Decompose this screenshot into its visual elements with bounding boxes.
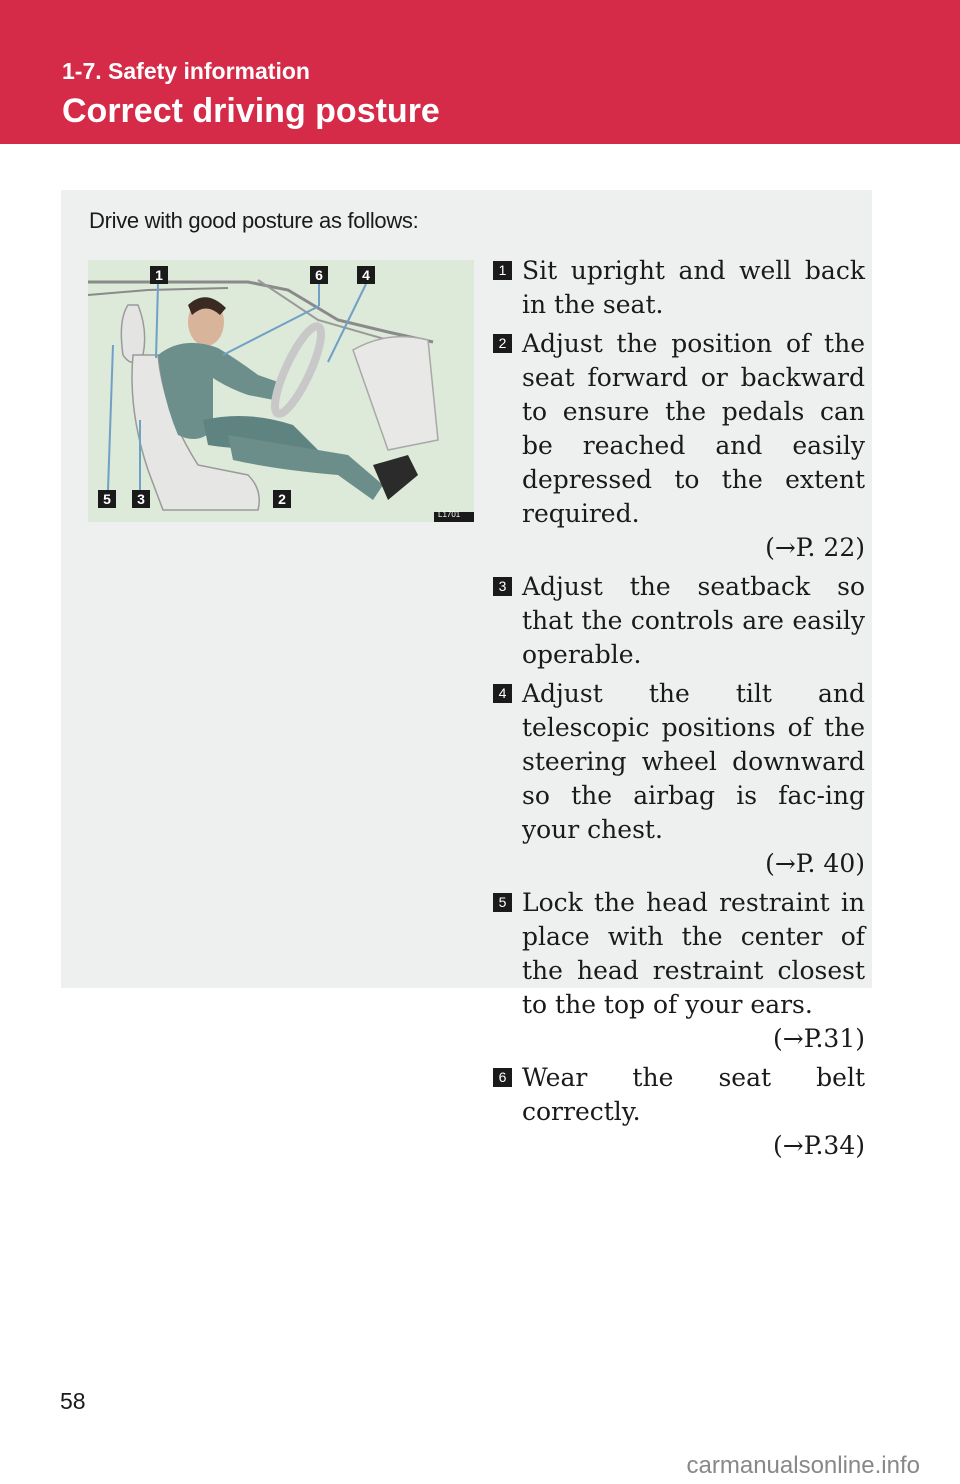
figure-code: L1701 [438, 510, 461, 519]
page-reference: (→P.34) [773, 1131, 865, 1160]
step-text: Wear the seat belt correctly. [522, 1063, 865, 1126]
page-title: Correct driving posture [62, 92, 440, 130]
driving-posture-illustration [88, 260, 474, 522]
intro-text: Drive with good posture as follows: [89, 208, 419, 233]
step-text: Adjust the position of the seat forward or backward to ensure the pedals can be reached and easily depressed to the extent required. [522, 329, 865, 528]
list-item [493, 254, 865, 322]
list-item [493, 886, 865, 1056]
page-reference: (→P.31) [773, 1024, 865, 1053]
posture-steps-list [493, 254, 865, 1168]
step-number-badge: 5 [493, 893, 512, 912]
svg-text:2: 2 [278, 491, 286, 507]
footer-url: carmanualsonline.info [686, 1452, 920, 1479]
svg-text:6: 6 [315, 267, 323, 283]
step-number-badge: 4 [493, 684, 512, 703]
list-item [493, 327, 865, 565]
svg-text:4: 4 [362, 267, 370, 283]
svg-text:5: 5 [103, 491, 111, 507]
step-text: Adjust the tilt and telescopic positions of the steering wheel downward so the airbag is fac-ing your chest. [522, 679, 865, 844]
step-text: Sit upright and well back in the seat. [522, 256, 865, 319]
page-reference: (→P. 40) [765, 849, 865, 878]
step-number-badge: 1 [493, 261, 512, 280]
section-header [0, 0, 960, 144]
step-number-badge: 6 [493, 1068, 512, 1087]
step-number-badge: 2 [493, 334, 512, 353]
list-item [493, 1061, 865, 1163]
step-number-badge: 3 [493, 577, 512, 596]
section-label: 1-7. Safety information [62, 58, 310, 84]
page-reference: (→P. 22) [765, 533, 865, 562]
list-item [493, 677, 865, 881]
step-text: Lock the head restraint in place with the center of the head restraint closest to the top of your ears. [522, 888, 865, 1019]
svg-text:1: 1 [155, 267, 163, 283]
svg-text:3: 3 [137, 491, 145, 507]
step-text: Adjust the seatback so that the controls are easily operable. [522, 572, 865, 669]
content-panel [61, 190, 872, 1160]
page-number: 58 [60, 1388, 86, 1414]
list-item [493, 570, 865, 672]
